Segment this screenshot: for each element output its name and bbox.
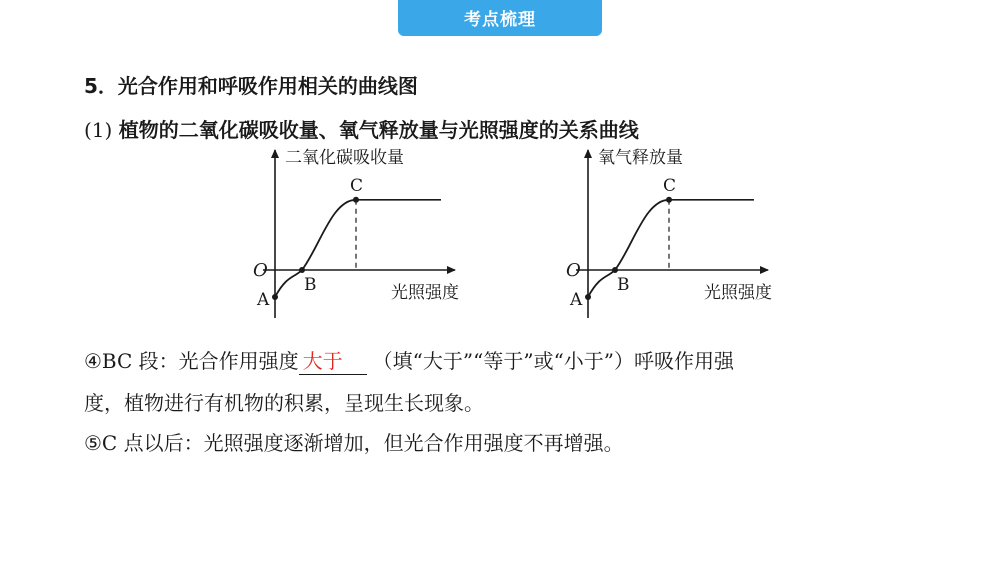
note-item-4-cont: 度，植物进行有机物的积累，呈现生长现象。 [84,391,484,415]
point-c [666,197,672,203]
point-c-label: C [350,175,364,196]
o2-curve-chart [558,140,818,325]
point-b-label: B [617,275,630,295]
answer-blank[interactable]: 大于 [299,345,367,375]
origin-label: O [253,260,268,281]
point-c [353,197,359,203]
point-c-label: C [663,175,677,196]
co2-curve-chart [245,140,505,325]
topic-tab[interactable]: 考点梳理 [398,0,602,36]
note-item-5: ⑤C 点以后：光照强度逐渐增加，但光合作用强度不再增强。 [84,431,624,455]
point-a-label: A [570,290,583,310]
y-axis-label: 氧气释放量 [598,148,683,168]
note-4-prefix: ④BC 段：光合作用强度 [84,349,299,373]
subtitle-text: 植物的二氧化碳吸收量、氧气释放量与光照强度的关系曲线 [118,118,639,142]
point-b-label: B [304,275,317,295]
subtitle-prefix: (1) [84,118,113,142]
point-a-label: A [257,290,270,310]
x-axis-label: 光照强度 [391,283,459,303]
point-a [585,294,591,300]
x-axis-label: 光照强度 [704,283,772,303]
section-subtitle [84,114,639,143]
note-item-4 [84,345,734,375]
point-b [612,267,618,273]
point-a [272,294,278,300]
y-axis-label: 二氧化碳吸收量 [285,148,404,168]
note-4-suffix: （填“大于”“等于”或“小于”）呼吸作用强 [372,349,735,373]
point-b [299,267,305,273]
origin-label: O [566,260,581,281]
section-title: 5．光合作用和呼吸作用相关的曲线图 [84,74,418,98]
